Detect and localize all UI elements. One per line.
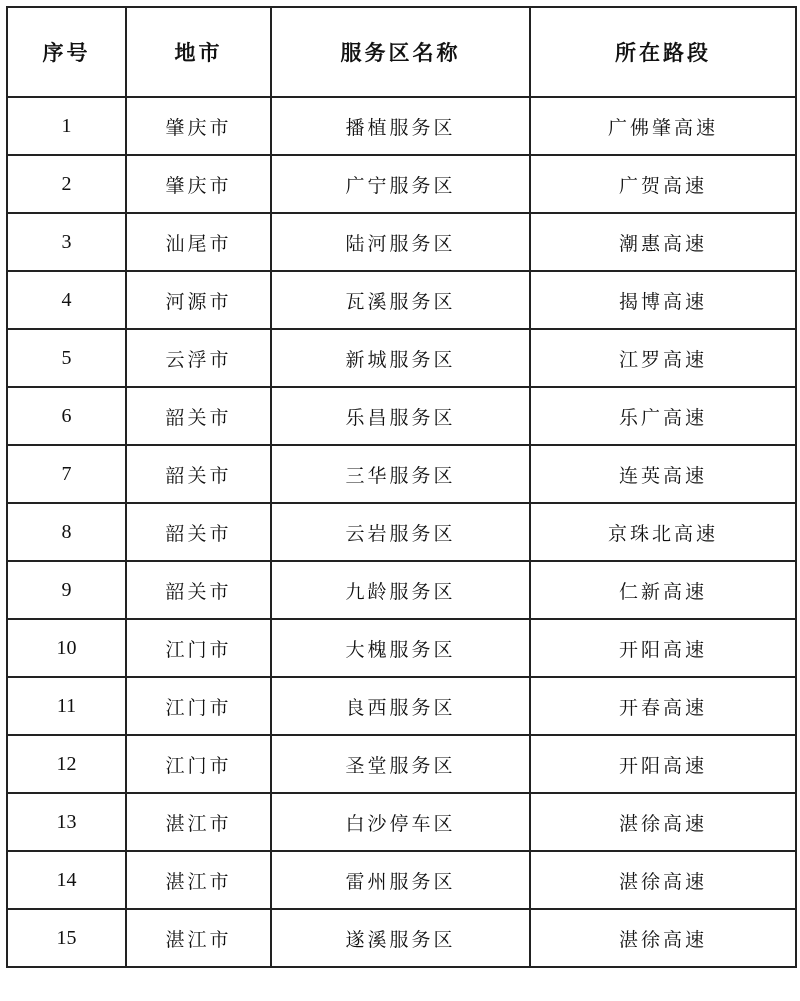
cell-city: 湛江市	[126, 793, 271, 851]
cell-index: 1	[7, 97, 126, 155]
cell-service-area-name: 新城服务区	[271, 329, 530, 387]
header-city: 地市	[126, 7, 271, 97]
cell-service-area-name: 播植服务区	[271, 97, 530, 155]
table-row	[7, 387, 796, 445]
cell-service-area-name: 良西服务区	[271, 677, 530, 735]
cell-road-section: 开阳高速	[530, 735, 796, 793]
cell-road-section: 乐广高速	[530, 387, 796, 445]
cell-service-area-name: 广宁服务区	[271, 155, 530, 213]
cell-road-section: 广佛肇高速	[530, 97, 796, 155]
cell-index: 14	[7, 851, 126, 909]
cell-road-section: 连英高速	[530, 445, 796, 503]
cell-road-section: 开春高速	[530, 677, 796, 735]
table-row	[7, 677, 796, 735]
cell-city: 韶关市	[126, 503, 271, 561]
cell-city: 河源市	[126, 271, 271, 329]
cell-road-section: 京珠北高速	[530, 503, 796, 561]
cell-service-area-name: 遂溪服务区	[271, 909, 530, 967]
cell-index: 11	[7, 677, 126, 735]
cell-service-area-name: 陆河服务区	[271, 213, 530, 271]
cell-road-section: 湛徐高速	[530, 851, 796, 909]
cell-service-area-name: 白沙停车区	[271, 793, 530, 851]
header-road-section: 所在路段	[530, 7, 796, 97]
cell-city: 江门市	[126, 735, 271, 793]
cell-service-area-name: 乐昌服务区	[271, 387, 530, 445]
cell-index: 6	[7, 387, 126, 445]
cell-city: 云浮市	[126, 329, 271, 387]
cell-road-section: 湛徐高速	[530, 793, 796, 851]
table-row	[7, 793, 796, 851]
cell-index: 15	[7, 909, 126, 967]
cell-service-area-name: 瓦溪服务区	[271, 271, 530, 329]
header-index: 序号	[7, 7, 126, 97]
cell-city: 韶关市	[126, 445, 271, 503]
cell-service-area-name: 雷州服务区	[271, 851, 530, 909]
cell-index: 12	[7, 735, 126, 793]
table-row	[7, 271, 796, 329]
cell-road-section: 潮惠高速	[530, 213, 796, 271]
table-row	[7, 909, 796, 967]
cell-city: 肇庆市	[126, 97, 271, 155]
table-row	[7, 329, 796, 387]
table-row	[7, 155, 796, 213]
cell-service-area-name: 圣堂服务区	[271, 735, 530, 793]
cell-road-section: 湛徐高速	[530, 909, 796, 967]
header-row	[7, 7, 796, 97]
cell-road-section: 开阳高速	[530, 619, 796, 677]
cell-index: 3	[7, 213, 126, 271]
cell-index: 8	[7, 503, 126, 561]
cell-index: 4	[7, 271, 126, 329]
cell-city: 韶关市	[126, 561, 271, 619]
cell-index: 2	[7, 155, 126, 213]
cell-index: 13	[7, 793, 126, 851]
cell-city: 湛江市	[126, 851, 271, 909]
table-row	[7, 851, 796, 909]
table-row	[7, 97, 796, 155]
cell-city: 汕尾市	[126, 213, 271, 271]
cell-city: 湛江市	[126, 909, 271, 967]
table-body	[7, 97, 796, 967]
table-row	[7, 735, 796, 793]
cell-road-section: 广贺高速	[530, 155, 796, 213]
cell-city: 肇庆市	[126, 155, 271, 213]
cell-index: 9	[7, 561, 126, 619]
cell-city: 韶关市	[126, 387, 271, 445]
header-service-area-name: 服务区名称	[271, 7, 530, 97]
cell-city: 江门市	[126, 619, 271, 677]
table-row	[7, 503, 796, 561]
cell-service-area-name: 大槐服务区	[271, 619, 530, 677]
cell-city: 江门市	[126, 677, 271, 735]
cell-index: 5	[7, 329, 126, 387]
table-row	[7, 445, 796, 503]
cell-service-area-name: 三华服务区	[271, 445, 530, 503]
cell-index: 10	[7, 619, 126, 677]
cell-road-section: 江罗高速	[530, 329, 796, 387]
cell-road-section: 揭博高速	[530, 271, 796, 329]
cell-road-section: 仁新高速	[530, 561, 796, 619]
cell-index: 7	[7, 445, 126, 503]
table-row	[7, 213, 796, 271]
table-row	[7, 561, 796, 619]
service-area-table	[6, 6, 797, 968]
cell-service-area-name: 云岩服务区	[271, 503, 530, 561]
cell-service-area-name: 九龄服务区	[271, 561, 530, 619]
table-row	[7, 619, 796, 677]
